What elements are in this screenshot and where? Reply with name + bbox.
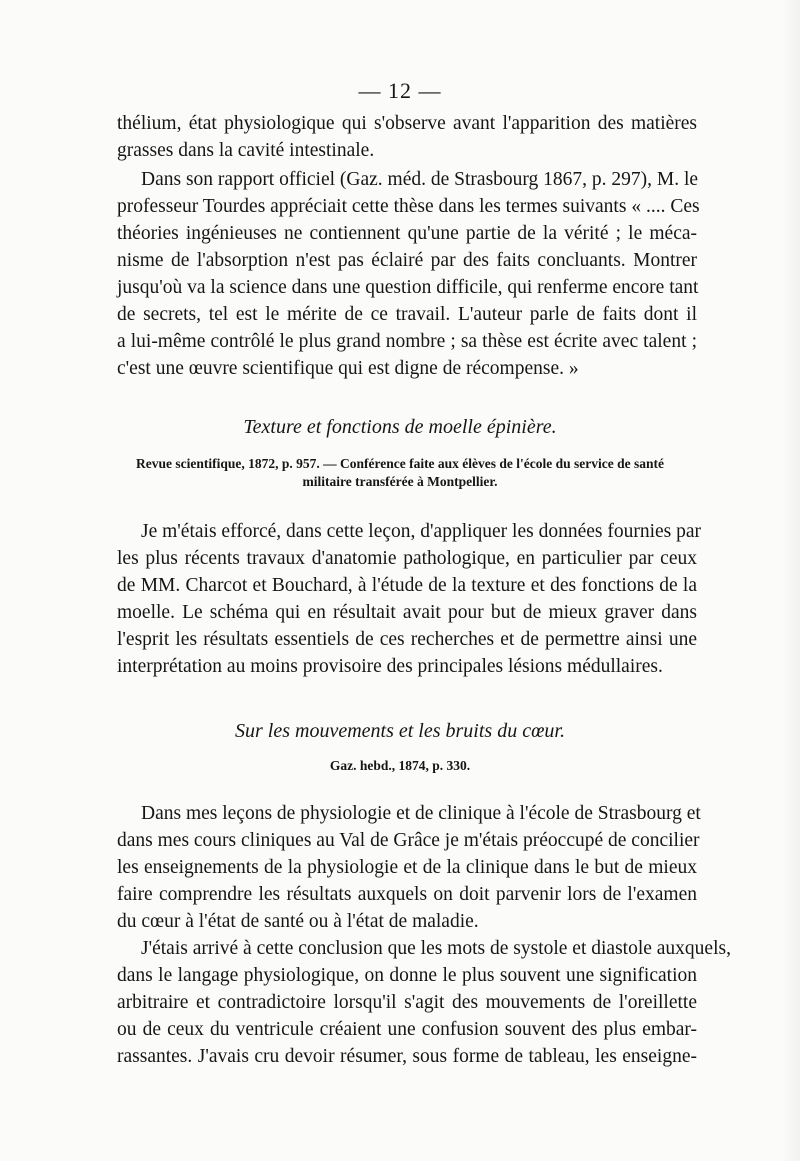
text-line: ou de ceux du ventricule créaient une confusion souvent des plus embar- (117, 1019, 697, 1040)
text-line: de secrets, tel est le mérite de ce travail. L'auteur parle de faits dont il (117, 304, 697, 325)
text-line: a lui-même contrôlé le plus grand nombre ; sa thèse est écrite avec talent ; (117, 331, 697, 352)
paragraph-rapport (117, 166, 700, 382)
text-line: du cœur à l'état de santé ou à l'état de maladie. (117, 911, 479, 932)
paragraph-coeur-2 (117, 935, 731, 1070)
section-reference-coeur (0, 757, 800, 775)
text-line: Dans son rapport officiel (Gaz. méd. de Strasbourg 1867, p. 297), M. le (141, 169, 699, 190)
text-line: interprétation au moins provisoire des principales lésions médullaires. (117, 656, 663, 677)
text-line: arbitraire et contradictoire lorsqu'il s'agit des mouvements de l'oreillette (117, 992, 697, 1013)
text-line: l'esprit les résultats essentiels de ces recherches et de permettre ainsi une (117, 629, 697, 650)
text-line: thélium, état physiologique qui s'observe avant l'apparition des matières (117, 113, 697, 134)
text-line: les enseignements de la physiologie et de la clinique dans le but de mieux (117, 857, 697, 878)
text-line: dans le langage physiologique, on donne le plus souvent une signification (117, 965, 697, 986)
text-line: Je m'étais efforcé, dans cette leçon, d'appliquer les données fournies par (141, 521, 702, 542)
text-line: c'est une œuvre scientifique qui est digne de récompense. » (117, 358, 579, 379)
paragraph-moelle (117, 518, 702, 680)
text-line: professeur Tourdes appréciait cette thèse dans les termes suivants « .... Ces (117, 196, 700, 217)
text-line: rassantes. J'avais cru devoir résumer, sous forme de tableau, les enseigne- (117, 1046, 697, 1067)
text-line: moelle. Le schéma qui en résultait avait pour but de mieux graver dans (117, 602, 697, 623)
text-line: théories ingénieuses ne contiennent qu'une partie de la vérité ; le méca- (117, 223, 697, 244)
text-line: nisme de l'absorption n'est pas éclairé par des faits concluants. Montrer (117, 250, 697, 271)
text-line: J'étais arrivé à cette conclusion que les mots de systole et diastole auxquels, (141, 938, 731, 959)
reference-line: militaire transférée à Montpellier. (302, 474, 498, 489)
section-reference-moelle (0, 455, 800, 491)
text-line: de MM. Charcot et Bouchard, à l'étude de la texture et des fonctions de la (117, 575, 697, 596)
reference-line: Gaz. hebd., 1874, p. 330. (329, 758, 471, 773)
section-title-coeur: Sur les mouvements et les bruits du cœur. (235, 720, 565, 742)
text-line: grasses dans la cavité intestinale. (117, 140, 375, 161)
section-title-moelle: Texture et fonctions de moelle épinière. (243, 416, 557, 438)
paragraph-coeur-1 (117, 800, 701, 935)
paragraph-continuation (117, 110, 697, 164)
text-line: Dans mes leçons de physiologie et de clinique à l'école de Strasbourg et (141, 803, 701, 824)
text-line: dans mes cours cliniques au Val de Grâce je m'étais préoccupé de concilier (117, 830, 700, 851)
text-line: jusqu'où va la science dans une question difficile, qui renferme encore tant (117, 277, 699, 298)
page-edge-shadow (782, 0, 800, 1161)
page-number: — 12 — (358, 78, 442, 103)
reference-line: Revue scientifique, 1872, p. 957. — Conférence faite aux élèves de l'école du service de santé (135, 456, 665, 471)
text-line: les plus récents travaux d'anatomie pathologique, en particulier par ceux (117, 548, 697, 569)
text-line: faire comprendre les résultats auxquels on doit parvenir lors de l'examen (117, 884, 697, 905)
